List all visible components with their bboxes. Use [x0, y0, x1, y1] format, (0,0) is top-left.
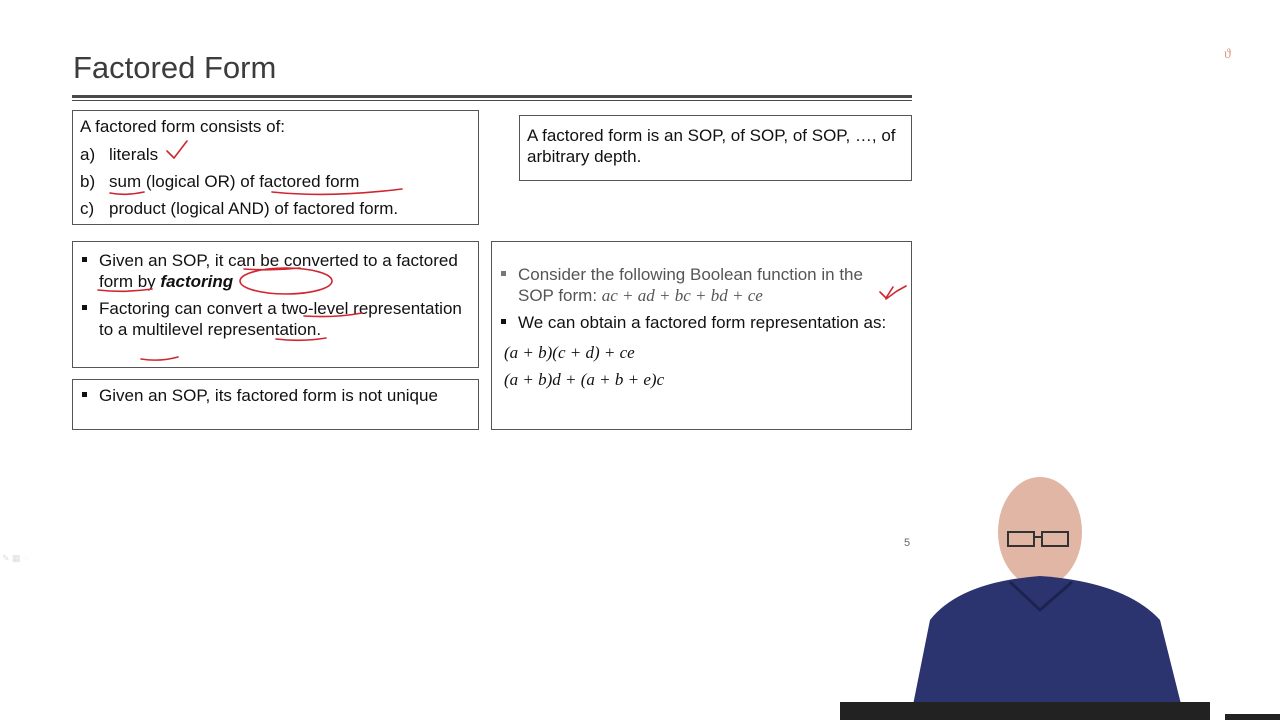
- list-item: [80, 141, 471, 168]
- bullet-item: [500, 264, 903, 306]
- list-item-text: literals: [109, 145, 159, 164]
- title-rule-thin: [72, 100, 912, 101]
- bullet-item: We can obtain a factored form representation as:: [500, 312, 903, 333]
- bullet-item: Given an SOP, its factored form is not unique: [81, 385, 470, 406]
- sop-expression: ac + ad + bc + bd + ce: [601, 286, 763, 305]
- list-marker: b): [80, 172, 96, 191]
- bullet-item: [81, 250, 470, 292]
- bullet-text: Given an SOP, it can be converted to a factored form by: [99, 251, 458, 291]
- corner-logo-mark: ϑ: [1224, 47, 1231, 62]
- factoring-emphasis: factoring: [160, 272, 234, 291]
- page-number: 5: [904, 537, 911, 549]
- title-rule-thick: [72, 95, 912, 98]
- list-item-text: sum (logical OR) of factored form: [109, 172, 360, 191]
- depth-text: A factored form is an SOP, of SOP, of SOP, …, of arbitrary depth.: [527, 126, 896, 166]
- bullet-item: Factoring can convert a two-level representation to a multilevel representation.: [81, 298, 470, 340]
- list-item-text: product (logical AND) of factored form.: [109, 199, 399, 218]
- depth-box: [519, 115, 912, 181]
- equation-1: (a + b)(c + d) + ce: [504, 343, 635, 362]
- presenter-video: [840, 470, 1280, 720]
- factoring-box: [72, 241, 479, 368]
- faint-toolbar: ✎ ▦ ◌: [2, 553, 29, 563]
- list-item: [80, 168, 471, 195]
- podium-edge: [1225, 714, 1280, 720]
- definition-intro: A factored form consists of:: [80, 117, 286, 136]
- equation-2: (a + b)d + (a + b + e)c: [504, 370, 665, 389]
- presenter-shirt: [910, 576, 1185, 720]
- bullet-text: Consider the following Boolean function in the SOP form:: [518, 265, 863, 305]
- list-item: [80, 195, 471, 222]
- list-marker: a): [80, 145, 96, 164]
- slide-title: Factored Form: [73, 50, 277, 85]
- example-box: [491, 241, 912, 430]
- list-marker: c): [80, 199, 95, 218]
- definition-box: [72, 110, 479, 225]
- podium: [840, 702, 1210, 720]
- uniqueness-box: [72, 379, 479, 430]
